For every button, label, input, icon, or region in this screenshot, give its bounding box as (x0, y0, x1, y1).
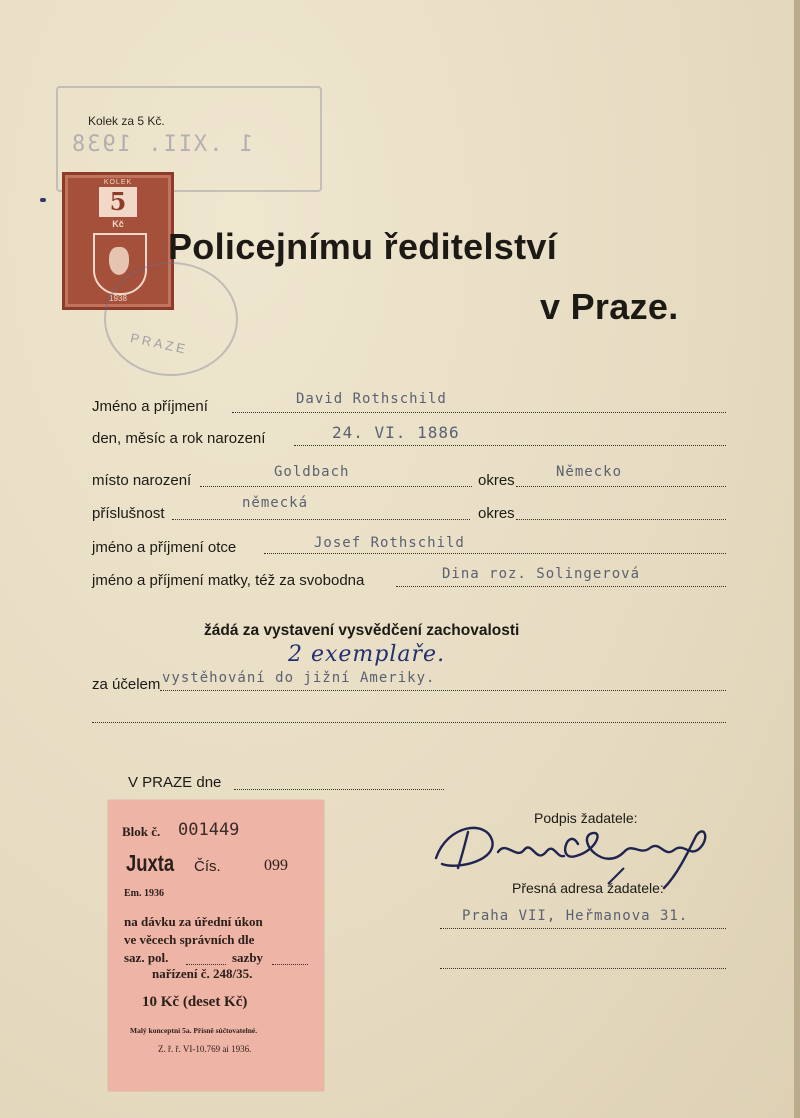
fee-block-label: Blok č. (122, 824, 161, 839)
address-label: Přesná adresa žadatele: (512, 880, 664, 896)
father-value: Josef Rothschild (314, 535, 465, 551)
citizenship-value: německá (242, 495, 309, 511)
district-label: okres (478, 472, 515, 489)
dob-value: 24. VI. 1886 (332, 423, 460, 442)
father-line (264, 553, 726, 554)
place-date-line (234, 789, 444, 790)
fee-small-1: Malý konceptní 5a. Přísně súčtovatelné. (130, 1026, 258, 1035)
mother-line (396, 586, 726, 587)
fee-brand: Juxta (126, 850, 175, 876)
purpose-label: za účelem (92, 676, 161, 693)
purpose-value: vystěhování do jižní Ameriky. (162, 670, 436, 686)
address-line (440, 928, 726, 929)
fee-stamp (108, 800, 324, 1091)
kolek-label: Kolek za 5 Kč. (88, 114, 165, 128)
birthplace-label: místo narození (92, 472, 192, 489)
birthplace-value: Goldbach (274, 464, 350, 480)
citizenship-label: příslušnost (92, 505, 165, 522)
fee-line-3b: sazby (232, 950, 264, 965)
stamp-currency: Kč (112, 219, 124, 229)
fee-line-2: ve věcech správních dle (124, 932, 255, 947)
fee-em: Em. 1936 (124, 888, 164, 899)
stamp-year: 1938 (109, 294, 127, 303)
address-line-2 (440, 968, 726, 969)
ink-mark (40, 198, 46, 202)
stamp-value: 5 (99, 187, 137, 217)
district2-line (516, 519, 726, 520)
rubber-stamp-text: 1 .XII. 1938 (70, 132, 253, 157)
fee-cis-number: 099 (264, 857, 288, 874)
fee-cis-label: Čís. (194, 858, 221, 875)
fee-line-1: na dávku za úřední úkon (124, 914, 263, 929)
signature-label: Podpis žadatele: (534, 810, 638, 826)
district2-label: okres (478, 505, 515, 522)
postmark-circle (104, 262, 238, 376)
purpose-line-2 (92, 722, 726, 723)
dob-line (294, 445, 726, 446)
fee-small-2: Z. ř. ř. VI-10.769 ai 1936. (158, 1044, 252, 1054)
district-line (516, 486, 726, 487)
father-label: jméno a příjmení otce (92, 539, 237, 556)
mother-value: Dina roz. Solingerová (442, 566, 641, 582)
title-line-2: v Praze. (540, 286, 679, 327)
citizenship-line (172, 519, 470, 520)
name-value: David Rothschild (296, 391, 447, 407)
name-label: Jméno a příjmení (92, 398, 208, 415)
birthplace-line (200, 486, 472, 487)
fee-block-number: 001449 (178, 820, 240, 840)
name-line (232, 412, 726, 413)
fee-dots-1 (186, 964, 226, 965)
fee-dots-2 (272, 964, 308, 965)
title-line-1: Policejnímu ředitelství (168, 226, 558, 267)
fee-price: 10 Kč (deset Kč) (142, 994, 248, 1010)
address-value: Praha VII, Heřmanova 31. (462, 908, 689, 924)
stamp-top-text: KOLEK (103, 179, 133, 186)
fee-line-3a: saz. pol. (124, 950, 169, 965)
mother-label: jméno a příjmení matky, též za svobodna (92, 572, 365, 589)
postmark-text: PRAZE (129, 330, 190, 357)
district-value: Německo (556, 464, 623, 480)
request-heading: žádá za vystavení vysvědčení zachovalosti (204, 622, 520, 639)
place-date-label: V PRAZE dne (128, 774, 222, 791)
fee-line-4: nařízení č. 248/35. (152, 966, 253, 981)
paper-edge (794, 0, 800, 1118)
purpose-line (160, 690, 726, 691)
dob-label: den, měsíc a rok narození (92, 430, 266, 447)
copies-handwritten: 2 exemplaře. (288, 642, 446, 667)
